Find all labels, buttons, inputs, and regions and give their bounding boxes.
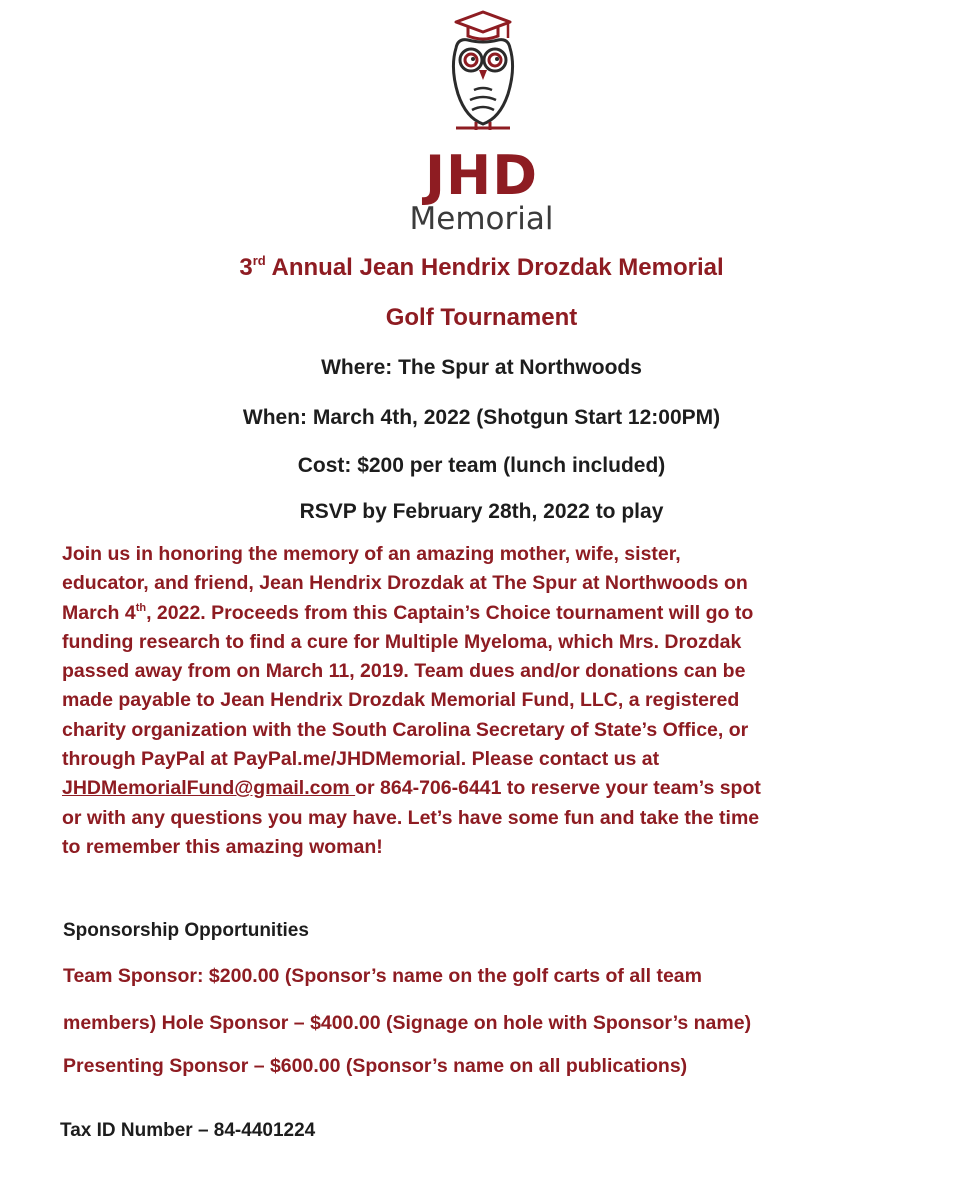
sponsorship-heading: Sponsorship Opportunities xyxy=(63,920,309,941)
detail-when: When: March 4th, 2022 (Shotgun Start 12:00PM) xyxy=(242,406,721,429)
title-ordinal-number: 3 xyxy=(239,254,253,281)
date-suffix: th xyxy=(135,601,147,614)
detail-cost: Cost: $200 per team (lunch included) xyxy=(297,454,666,477)
detail-rsvp: RSVP by February 28th, 2022 to play xyxy=(299,500,664,523)
description-part2: , 2022. Proceeds from this Captain’s Choice tournament will go to funding research to find a cure for Multiple Myeloma, which Mrs. Drozdak passed away from on March 11, 2019. Team dues and/or donations can be made payable to Jean Hendrix Drozdak Memorial Fund, LLC, a registered charity organization with the South Carolina Secretary of State’s Office, or through PayPal at PayPal.me/JHDMemorial. Please contact us at xyxy=(62,601,754,771)
detail-where: Where: The Spur at Northwoods xyxy=(321,356,642,379)
logo xyxy=(0,8,963,238)
sponsorship-line: Presenting Sponsor – $600.00 (Sponsor’s name on all publications) xyxy=(63,1055,688,1077)
event-description xyxy=(62,540,922,862)
sponsorship-line: members) Hole Sponsor – $400.00 (Signage on hole with Sponsor’s name) xyxy=(63,1012,752,1034)
logo-subtitle: Memorial xyxy=(409,201,554,237)
tax-id-number: Tax ID Number – 84-4401224 xyxy=(60,1120,316,1141)
event-subtitle: Golf Tournament xyxy=(385,304,578,331)
email-link[interactable]: JHDMemorialFund@gmail.com xyxy=(62,777,356,800)
sponsorship-line: Team Sponsor: $200.00 (Sponsor’s name on the golf carts of all team xyxy=(63,965,702,987)
description-part3: or 864-706-6441 to reserve your team’s spot or with any questions you may have. Let’s have some fun and take the time to remember this amazing woman! xyxy=(62,777,761,858)
description-part1: Join us in honoring the memory of an amazing mother, wife, sister, educator, and friend, Jean Hendrix Drozdak at The Spur at Northwoods on March 4 xyxy=(62,543,748,624)
title-line1-rest: Annual Jean Hendrix Drozdak Memorial xyxy=(265,254,724,281)
logo-wordmark: JHD xyxy=(424,144,539,207)
owl-graduation-cap-icon xyxy=(438,8,528,138)
event-title xyxy=(0,253,963,283)
title-ordinal-suffix: rd xyxy=(252,253,266,268)
